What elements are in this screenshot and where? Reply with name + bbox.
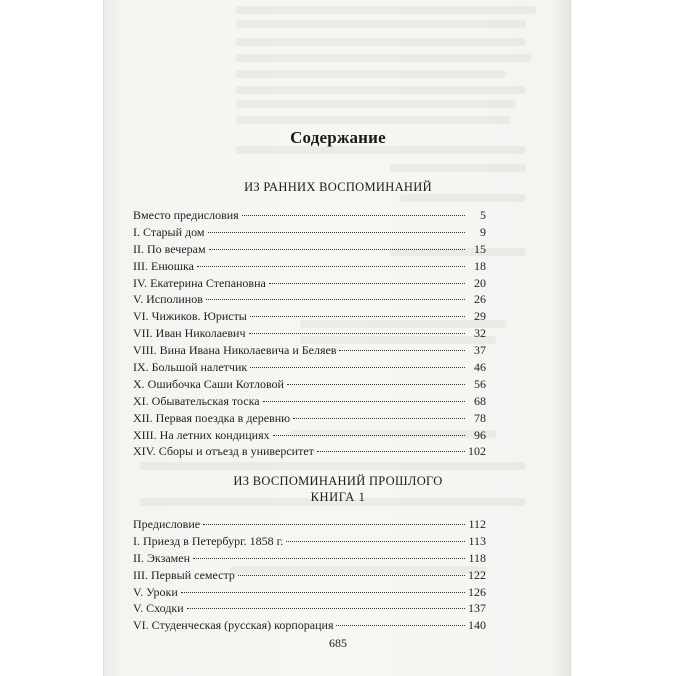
toc-entry-title: VI. Студенческая (русская) корпорация bbox=[133, 618, 334, 633]
dot-leader bbox=[197, 266, 465, 267]
toc-entry[interactable] bbox=[133, 393, 486, 410]
toc-entry-page: 32 bbox=[474, 326, 486, 341]
toc-entry[interactable] bbox=[133, 291, 486, 308]
toc-entry-page: 15 bbox=[474, 241, 486, 256]
toc-entry[interactable] bbox=[133, 275, 486, 292]
toc-entry-page: 140 bbox=[468, 618, 486, 633]
toc-entry-page: 137 bbox=[468, 601, 486, 616]
dot-leader bbox=[269, 283, 465, 284]
toc-entry-title: IX. Большой налетчик bbox=[133, 360, 248, 375]
toc-entry-title: XII. Первая поездка в деревню bbox=[133, 410, 291, 425]
toc-entry-title: II. Экзамен bbox=[133, 550, 190, 565]
toc-entry-title: XI. Обывательская тоска bbox=[133, 393, 260, 408]
toc-entry-page: 26 bbox=[474, 292, 486, 307]
toc-entry[interactable] bbox=[133, 207, 486, 224]
toc-entry-page: 112 bbox=[468, 517, 486, 531]
toc-entry-title: I. Старый дом bbox=[133, 224, 205, 239]
dot-leader bbox=[339, 350, 465, 351]
toc-entry-page: 113 bbox=[468, 533, 486, 548]
toc-entry[interactable] bbox=[133, 427, 486, 444]
dot-leader bbox=[249, 333, 466, 334]
page-title: Содержание bbox=[290, 128, 386, 147]
dot-leader bbox=[293, 418, 465, 419]
dot-leader bbox=[263, 401, 465, 402]
dot-leader bbox=[181, 592, 465, 593]
toc-entry-title: XIV. Сборы и отъезд в университет bbox=[133, 444, 314, 459]
toc-entry-title: Вместо предисловия bbox=[133, 208, 239, 222]
dot-leader bbox=[286, 541, 465, 542]
toc-entry[interactable] bbox=[133, 258, 486, 275]
toc-entry-title: V. Сходки bbox=[133, 601, 184, 616]
toc-entry[interactable] bbox=[133, 359, 486, 376]
toc-entry[interactable] bbox=[133, 376, 486, 393]
toc-entry-title: III. Енюшка bbox=[133, 258, 194, 273]
dot-leader bbox=[273, 435, 465, 436]
toc-entry-title: XIII. На летних кондициях bbox=[133, 427, 270, 442]
dot-leader bbox=[193, 558, 465, 559]
toc-entry-page: 96 bbox=[474, 427, 486, 442]
dot-leader bbox=[250, 367, 465, 368]
dot-leader bbox=[209, 249, 465, 250]
toc-entry[interactable] bbox=[133, 241, 486, 258]
toc-entry-title: VI. Чижиков. Юристы bbox=[133, 309, 247, 324]
toc-entry-page: 37 bbox=[474, 343, 486, 358]
toc-entry[interactable] bbox=[133, 533, 486, 550]
dot-leader bbox=[206, 299, 465, 300]
toc-entry[interactable] bbox=[133, 584, 486, 601]
toc-entry[interactable] bbox=[133, 567, 486, 584]
toc-entry[interactable] bbox=[133, 617, 486, 634]
toc-entry[interactable] bbox=[133, 550, 486, 567]
toc-entry-title: I. Приезд в Петербург. 1858 г. bbox=[133, 533, 284, 548]
toc-entry-page: 5 bbox=[480, 208, 486, 222]
toc-entry-title: X. Ошибочка Саши Котловой bbox=[133, 376, 284, 391]
toc-entry-page: 118 bbox=[468, 550, 486, 565]
toc-entry-page: 68 bbox=[474, 393, 486, 408]
toc-entry-title: V. Уроки bbox=[133, 584, 178, 599]
section-subheading-book-1: КНИГА 1 bbox=[310, 490, 366, 504]
toc-entry-title: VII. Иван Николаевич bbox=[133, 326, 246, 341]
toc-entry-page: 56 bbox=[474, 376, 486, 391]
toc-entry-page: 29 bbox=[474, 309, 486, 324]
toc-entry-page: 102 bbox=[468, 444, 486, 459]
toc-entry[interactable] bbox=[133, 443, 486, 460]
dot-leader bbox=[336, 625, 465, 626]
toc-entry[interactable] bbox=[133, 516, 486, 533]
toc-entry-page: 18 bbox=[474, 258, 486, 273]
section-heading-past-memories: ИЗ ВОСПОМИНАНИЙ ПРОШЛОГО bbox=[233, 474, 443, 488]
section-heading-early-memories: ИЗ РАННИХ ВОСПОМИНАНИЙ bbox=[244, 180, 432, 194]
toc-entry-title: III. Первый семестр bbox=[133, 567, 235, 582]
toc-entry-page: 126 bbox=[468, 584, 486, 599]
toc-entry-title: Предисловие bbox=[133, 517, 201, 531]
toc-entry[interactable] bbox=[133, 224, 486, 241]
toc-entry[interactable] bbox=[133, 308, 486, 325]
dot-leader bbox=[242, 215, 465, 216]
dot-leader bbox=[250, 316, 465, 317]
dot-leader bbox=[208, 232, 465, 233]
dot-leader bbox=[317, 451, 465, 452]
toc-entry-page: 20 bbox=[474, 275, 486, 290]
page-number: 685 bbox=[329, 636, 347, 650]
toc-list-early-memories bbox=[133, 207, 486, 460]
dot-leader bbox=[187, 608, 465, 609]
toc-entry[interactable] bbox=[133, 342, 486, 359]
dot-leader bbox=[287, 384, 465, 385]
toc-entry-title: IV. Екатерина Степановна bbox=[133, 275, 266, 290]
toc-entry[interactable] bbox=[133, 410, 486, 427]
toc-entry-title: II. По вечерам bbox=[133, 241, 206, 256]
dot-leader bbox=[238, 575, 465, 576]
toc-entry-title: VIII. Вина Ивана Николаевича и Беляев bbox=[133, 343, 337, 358]
toc-entry[interactable] bbox=[133, 600, 486, 617]
toc-entry-page: 78 bbox=[474, 410, 486, 425]
toc-entry-page: 9 bbox=[480, 224, 486, 239]
toc-entry[interactable] bbox=[133, 325, 486, 342]
dot-leader bbox=[203, 524, 465, 525]
toc-list-past-memories bbox=[133, 516, 486, 634]
toc-entry-title: V. Исполинов bbox=[133, 292, 203, 307]
toc-entry-page: 46 bbox=[474, 360, 486, 375]
toc-entry-page: 122 bbox=[468, 567, 486, 582]
